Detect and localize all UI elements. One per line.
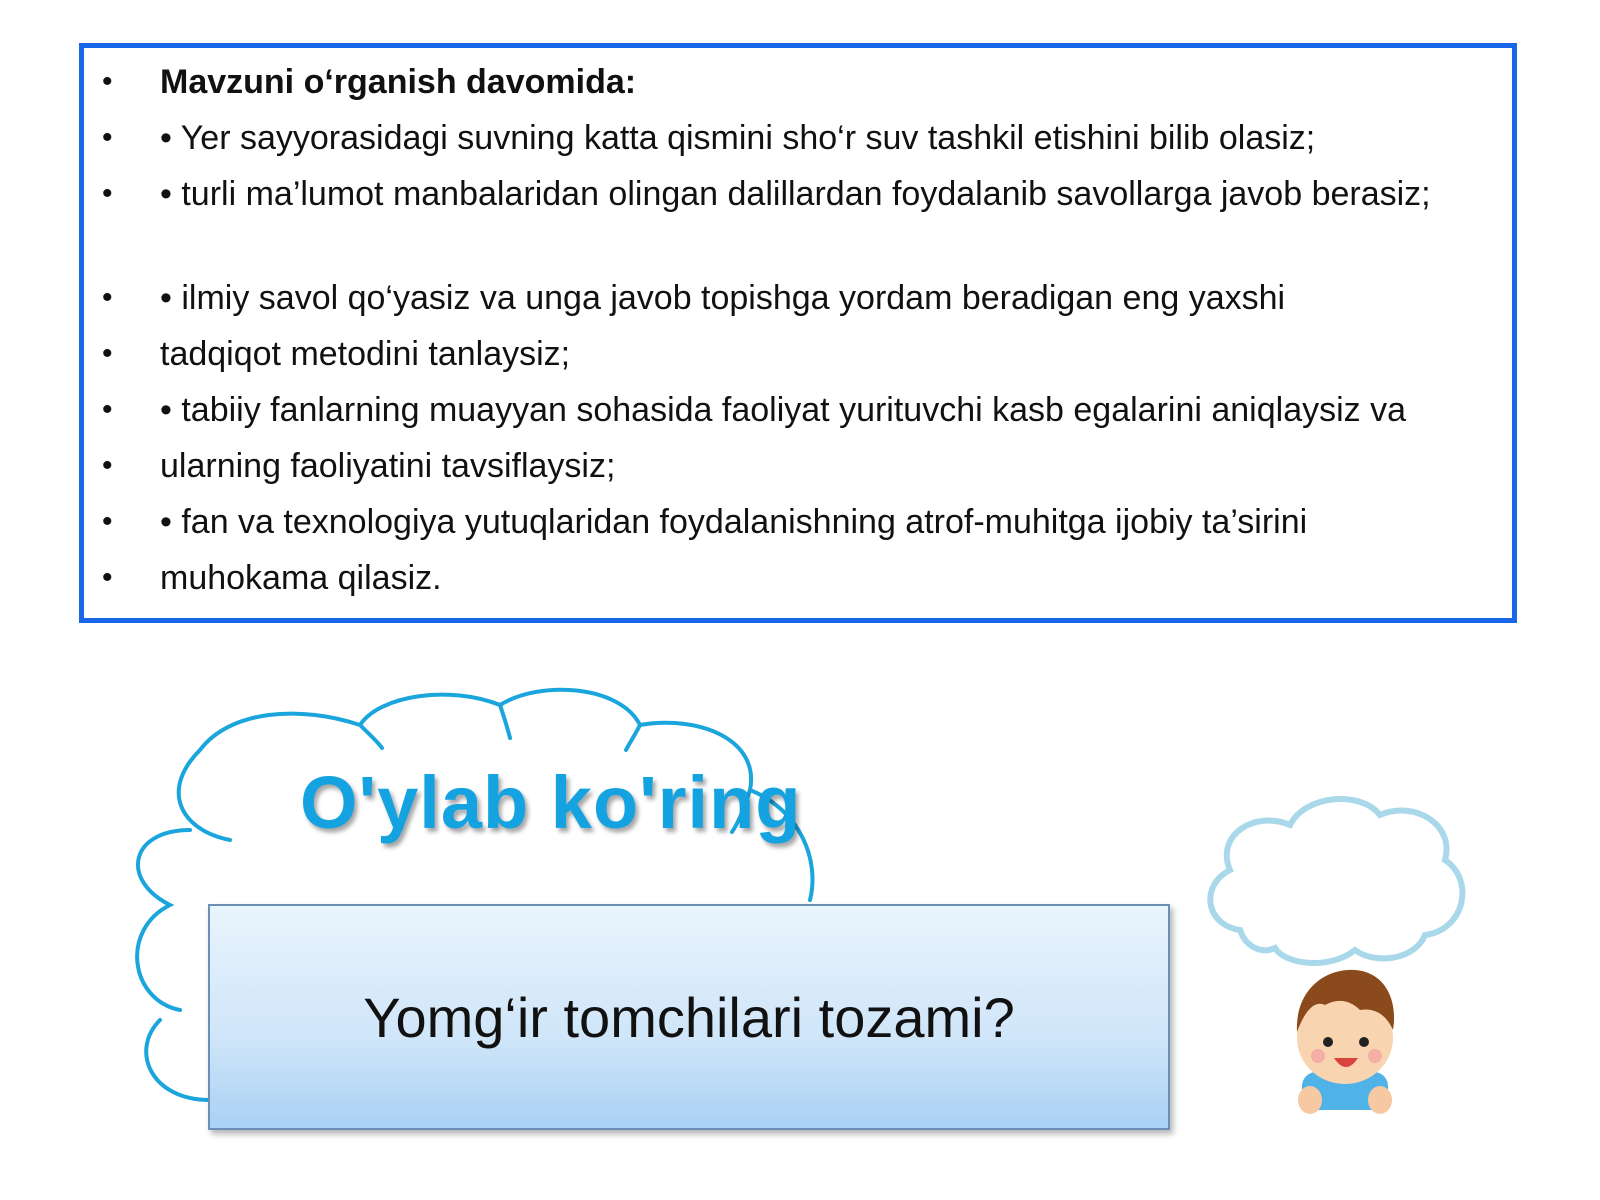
objective-item xyxy=(84,442,1512,490)
bullet: • xyxy=(102,281,113,314)
thinking-boy-icon xyxy=(1280,960,1410,1125)
thought-cloud-icon xyxy=(1200,790,1470,975)
bullet: • xyxy=(102,65,113,98)
bullet: • xyxy=(102,177,113,210)
objective-text: • turli ma’lumot manbalaridan olingan dalillardan foydalanib savollarga javob berasiz; xyxy=(160,175,1431,213)
objectives-heading xyxy=(84,58,1512,106)
objective-item xyxy=(84,114,1512,162)
objective-text: • fan va texnologiya yutuqlaridan foydalanishning atrof-muhitga ijobiy ta’sirini xyxy=(160,503,1308,541)
objective-text: Mavzuni o‘rganish davomida: xyxy=(160,63,637,101)
objective-item xyxy=(84,386,1512,434)
objective-text: • Yer sayyorasidagi suvning katta qismini sho‘r suv tashkil etishini bilib olasiz; xyxy=(160,119,1316,157)
objective-item xyxy=(84,498,1512,546)
bullet: • xyxy=(102,337,113,370)
objective-item xyxy=(84,330,1512,378)
question-text: Yomg‘ir tomchilari tozami? xyxy=(363,985,1015,1049)
bullet: • xyxy=(102,393,113,426)
objective-text: ularning faoliyatini tavsiflaysiz; xyxy=(160,447,616,485)
objective-item xyxy=(84,170,1512,218)
objective-text: muhokama qilasiz. xyxy=(160,559,442,597)
question-box xyxy=(208,904,1170,1130)
objective-text: • ilmiy savol qo‘yasiz va unga javob topishga yordam beradigan eng yaxshi xyxy=(160,279,1286,317)
bullet: • xyxy=(102,561,113,594)
objective-text: tadqiqot metodini tanlaysiz; xyxy=(160,335,571,373)
objective-item xyxy=(84,274,1512,322)
think-title: O'ylab ko'ring xyxy=(300,761,802,844)
objectives-box xyxy=(79,43,1517,623)
bullet: • xyxy=(102,505,113,538)
bullet: • xyxy=(102,449,113,482)
objective-text: • tabiiy fanlarning muayyan sohasida faoliyat yurituvchi kasb egalarini aniqlaysiz va xyxy=(160,391,1407,429)
objective-item xyxy=(84,554,1512,602)
bullet: • xyxy=(102,121,113,154)
